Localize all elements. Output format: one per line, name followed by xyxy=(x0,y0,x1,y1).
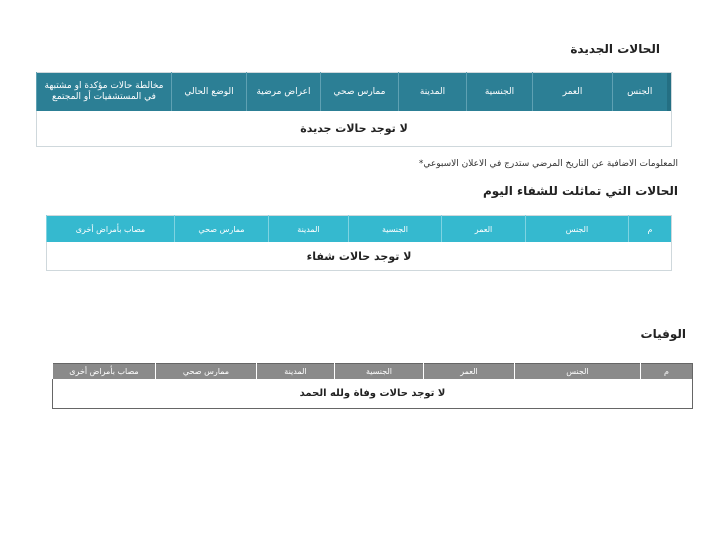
new-cases-title: الحالات الجديدة xyxy=(570,42,660,56)
deaths-header-row xyxy=(53,364,693,380)
recovered-table xyxy=(46,215,672,271)
col-nationality: الجنسية xyxy=(467,73,533,112)
col-gender: الجنس xyxy=(613,73,667,112)
col-gender: الجنس xyxy=(526,216,629,243)
col-number: م xyxy=(629,216,672,243)
col-health-practitioner: ممارس صحي xyxy=(156,364,257,380)
recovered-header-row xyxy=(47,216,672,243)
deaths-table xyxy=(52,363,693,409)
col-symptoms: اعراض مرضية xyxy=(247,73,321,112)
col-age: العمر xyxy=(533,73,613,112)
col-city: المدينة xyxy=(399,73,467,112)
col-current-status: الوضع الحالي xyxy=(172,73,247,112)
col-other-diseases: مصاب بأمراض أخرى xyxy=(47,216,175,243)
new-cases-header-row xyxy=(37,73,672,112)
col-health-practitioner: ممارس صحي xyxy=(321,73,399,112)
header-edge xyxy=(667,73,672,112)
new-cases-table xyxy=(36,72,672,147)
col-gender: الجنس xyxy=(515,364,641,380)
col-age: العمر xyxy=(424,364,515,380)
col-other-diseases: مصاب بأمراض أخرى xyxy=(53,364,156,380)
new-cases-empty-message: لا توجد حالات جديدة xyxy=(37,111,672,147)
additional-info-note: المعلومات الاضافية عن التاريخ المرضي ستدرج في الاعلان الاسبوعي* xyxy=(418,159,678,169)
col-contact-history: مخالطة حالات مؤكدة او مشتبهة في المستشفيات أو المجتمع xyxy=(37,73,172,112)
recovered-title: الحالات التي تماثلت للشفاء اليوم xyxy=(482,184,678,198)
col-nationality: الجنسية xyxy=(335,364,424,380)
col-city: المدينة xyxy=(257,364,335,380)
col-nationality: الجنسية xyxy=(349,216,442,243)
col-age: العمر xyxy=(442,216,526,243)
recovered-empty-message: لا توجد حالات شفاء xyxy=(47,242,672,271)
col-health-practitioner: ممارس صحي xyxy=(175,216,269,243)
col-city: المدينة xyxy=(269,216,349,243)
deaths-empty-message: لا توجد حالات وفاة ولله الحمد xyxy=(53,379,693,409)
deaths-title: الوفيات xyxy=(640,327,686,341)
col-number: م xyxy=(641,364,693,380)
